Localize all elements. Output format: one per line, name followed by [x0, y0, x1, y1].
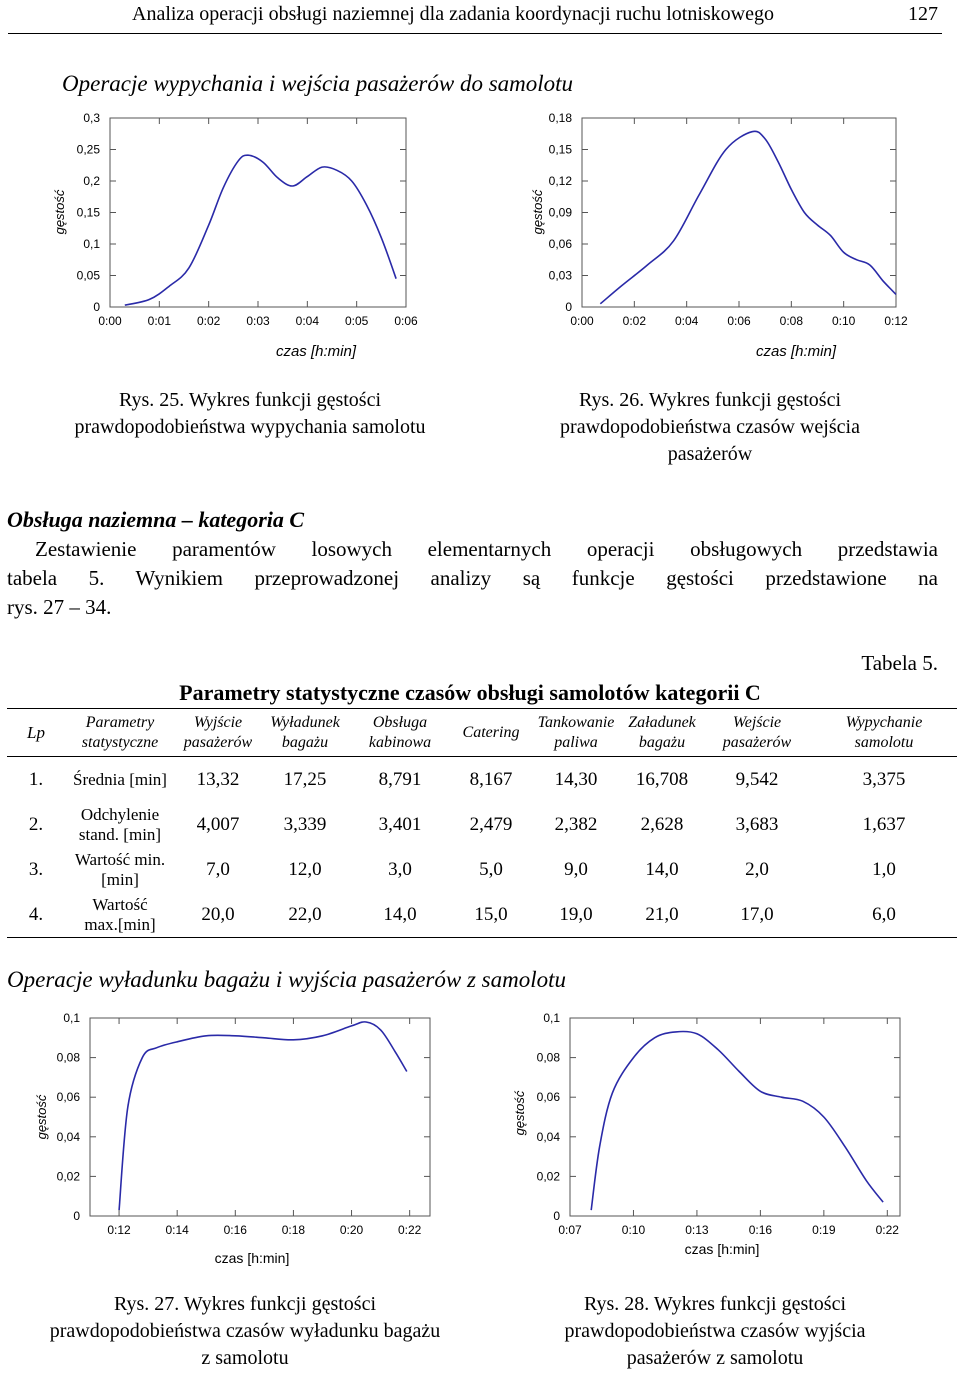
x-tick-label: 0:10 — [621, 1223, 646, 1237]
table-row — [7, 893, 957, 938]
x-tick-label: 0:06 — [727, 314, 751, 328]
caption-line: prawdopodobieństwa wypychania samolotu — [74, 416, 426, 438]
cell-value: 2,382 — [554, 814, 598, 835]
y-axis-label: gęstość — [52, 189, 67, 235]
x-tick-label: 0:18 — [281, 1223, 306, 1237]
x-tick-label: 0:01 — [147, 314, 172, 328]
caption-rys25 — [0, 387, 500, 441]
y-tick-label: 0,3 — [83, 111, 100, 125]
y-tick-label: 0,06 — [56, 1090, 80, 1105]
header-col: Catering — [462, 723, 520, 741]
header-col: Tankowanie paliwa — [537, 713, 615, 751]
cell-value: 8,791 — [378, 768, 422, 790]
plot-frame — [110, 118, 406, 307]
cell-lp: 1. — [28, 768, 44, 790]
cell-value: 2,479 — [469, 814, 513, 835]
y-tick-label: 0,08 — [536, 1050, 560, 1065]
x-tick-label: 0:12 — [884, 314, 908, 328]
cell-value: 9,0 — [564, 859, 588, 880]
x-axis-label: czas [h:min] — [684, 1241, 760, 1257]
caption-line: prawdopodobieństwa czasów wyładunku bagażu — [49, 1320, 441, 1342]
cell-value: 14,0 — [645, 859, 679, 880]
x-tick-label: 0:02 — [622, 314, 647, 328]
header-col: Załadunek bagażu — [628, 713, 696, 751]
x-tick-label: 0:20 — [339, 1223, 364, 1237]
cell-value: 1,0 — [872, 859, 896, 880]
cell-value: 20,0 — [201, 903, 235, 925]
y-tick-label: 0,18 — [548, 111, 572, 125]
cell-value: 3,401 — [378, 814, 422, 835]
cell-param: Wartość min. [min] — [74, 850, 166, 889]
cell-value: 14,30 — [554, 768, 598, 790]
x-axis-label: czas [h:min] — [275, 343, 356, 360]
cell-value: 6,0 — [872, 903, 896, 925]
table-title: Parametry statystyczne czasów obsługi samolotów kategorii C — [179, 680, 761, 705]
paragraph-line: rys. 27 – 34. — [7, 595, 112, 619]
chart-rys26 — [510, 100, 920, 370]
y-tick-label: 0 — [553, 1209, 560, 1223]
section-heading-1: Operacje wypychania i wejścia pasażerów do samolotu — [62, 71, 574, 96]
x-tick-label: 0:00 — [98, 314, 122, 328]
caption-line: Rys. 28. Wykres funkcji gęstości — [583, 1293, 847, 1315]
y-tick-label: 0,09 — [548, 205, 572, 220]
header-col: Wypychanie samolotu — [845, 713, 923, 751]
cell-value: 15,0 — [474, 903, 508, 925]
caption-line: Rys. 27. Wykres funkcji gęstości — [113, 1293, 377, 1315]
x-axis-label: czas [h:min] — [755, 343, 836, 360]
paragraph-line: tabela 5. Wynikiem przeprowadzonej analizy są funkcje gęstości przedstawione na — [7, 566, 938, 590]
cell-value: 13,32 — [196, 768, 240, 790]
density-curve — [591, 1031, 883, 1210]
header-param: Parametry statystyczne — [81, 713, 159, 751]
density-curve — [600, 131, 896, 304]
plot-frame — [90, 1018, 430, 1216]
y-tick-label: 0 — [93, 300, 100, 314]
cell-value: 21,0 — [645, 903, 679, 925]
x-tick-label: 0:07 — [558, 1223, 582, 1237]
cell-value: 8,167 — [469, 768, 513, 790]
y-axis-label: gęstość — [512, 1090, 527, 1136]
cell-param: Odchylenie stand. [min] — [78, 805, 162, 844]
cell-param: Wartość max.[min] — [84, 894, 156, 934]
y-tick-label: 0,15 — [548, 142, 572, 157]
caption-line: Rys. 25. Wykres funkcji gęstości — [118, 389, 382, 411]
cell-value: 22,0 — [288, 903, 322, 925]
cell-value: 17,25 — [283, 768, 327, 790]
x-tick-label: 0:12 — [107, 1223, 131, 1237]
body-paragraph — [7, 535, 938, 622]
cell-value: 1,637 — [862, 814, 906, 835]
page-header — [0, 0, 960, 36]
y-tick-label: 0,15 — [76, 205, 100, 220]
y-tick-label: 0,25 — [76, 142, 100, 157]
caption-rys28 — [470, 1291, 960, 1372]
x-tick-label: 0:19 — [812, 1223, 836, 1237]
table-row — [7, 848, 957, 893]
cell-value: 3,375 — [862, 768, 906, 790]
table-label: Tabela 5. — [861, 651, 938, 675]
y-tick-label: 0,06 — [548, 237, 572, 251]
y-tick-label: 0,1 — [543, 1011, 560, 1025]
density-curve — [119, 1022, 407, 1210]
x-tick-label: 0:14 — [165, 1223, 189, 1237]
y-axis-label: gęstość — [530, 189, 545, 235]
x-tick-label: 0:04 — [674, 314, 699, 328]
cell-param: Średnia [min] — [73, 769, 167, 789]
x-tick-label: 0:22 — [875, 1223, 899, 1237]
cell-value: 2,628 — [640, 814, 684, 835]
cell-value: 3,339 — [283, 814, 327, 835]
cell-value: 5,0 — [479, 859, 503, 880]
cell-value: 16,708 — [635, 768, 689, 790]
y-tick-label: 0,1 — [83, 237, 100, 251]
x-tick-label: 0:22 — [397, 1223, 422, 1237]
x-tick-label: 0:16 — [748, 1223, 773, 1237]
cell-value: 17,0 — [740, 903, 774, 925]
running-title: Analiza operacji obsługi naziemnej dla zadania koordynacji ruchu lotniskowego — [132, 3, 775, 25]
y-tick-label: 0,1 — [63, 1011, 80, 1025]
caption-rys26 — [470, 387, 950, 468]
table-row — [7, 757, 957, 803]
plot-frame — [570, 1018, 900, 1216]
section-heading-2: Operacje wyładunku bagażu i wyjścia pasażerów z samolotu — [7, 967, 566, 992]
header-col: Wejście pasażerów — [722, 713, 792, 751]
y-tick-label: 0,12 — [548, 174, 572, 188]
header-lp: Lp — [27, 722, 45, 742]
header-col: Wyładunek bagażu — [270, 713, 340, 751]
caption-line: Rys. 26. Wykres funkcji gęstości — [578, 389, 842, 411]
chart-rys28 — [500, 1000, 920, 1270]
y-axis-label: gęstość — [34, 1094, 49, 1140]
caption-line: pasażerów — [667, 443, 753, 465]
cell-value: 7,0 — [206, 859, 230, 880]
x-tick-label: 0:16 — [223, 1223, 247, 1237]
cell-lp: 2. — [28, 814, 44, 835]
y-tick-label: 0,08 — [56, 1050, 80, 1065]
table-row — [7, 803, 957, 848]
y-tick-label: 0,04 — [536, 1129, 560, 1144]
plot-area — [549, 111, 908, 328]
y-tick-label: 0 — [73, 1209, 80, 1223]
caption-line: pasażerów z samolotu — [626, 1347, 804, 1369]
cell-lp: 3. — [28, 859, 44, 880]
caption-line: prawdopodobieństwa czasów wyjścia — [564, 1320, 866, 1342]
table-header-row — [7, 709, 957, 757]
x-axis-label: czas [h:min] — [214, 1250, 290, 1266]
cell-value: 4,007 — [196, 814, 240, 835]
chart-rys27 — [20, 1000, 440, 1270]
plot-area — [77, 111, 418, 328]
cell-value: 14,0 — [383, 903, 417, 925]
x-tick-label: 0:02 — [196, 314, 221, 328]
plot-area — [537, 1011, 900, 1237]
x-tick-label: 0:00 — [570, 314, 594, 328]
cell-value: 2,0 — [745, 859, 769, 880]
header-col: Obsługa kabinowa — [368, 713, 432, 751]
data-table — [7, 708, 957, 938]
cell-lp: 4. — [28, 903, 44, 925]
y-tick-label: 0,2 — [83, 174, 100, 188]
x-tick-label: 0:03 — [246, 314, 270, 328]
cell-value: 12,0 — [288, 859, 322, 880]
x-tick-label: 0:13 — [685, 1223, 709, 1237]
paragraph-line: Zestawienie paramentów losowych elementarnych operacji obsługowych przedstawia — [35, 537, 938, 561]
x-tick-label: 0:08 — [779, 314, 804, 328]
cell-value: 3,0 — [388, 859, 412, 880]
header-rule — [8, 33, 942, 34]
x-tick-label: 0:06 — [394, 314, 418, 328]
plot-frame — [582, 118, 896, 307]
x-tick-label: 0:05 — [344, 314, 369, 328]
density-curve — [125, 155, 396, 305]
y-tick-label: 0,05 — [76, 268, 100, 283]
caption-line: z samolotu — [201, 1347, 289, 1369]
y-tick-label: 0,04 — [56, 1129, 80, 1144]
y-tick-label: 0,02 — [56, 1169, 80, 1184]
x-tick-label: 0:10 — [831, 314, 856, 328]
page-number: 127 — [908, 3, 938, 25]
y-tick-label: 0,03 — [548, 268, 572, 283]
caption-line: prawdopodobieństwa czasów wejścia — [560, 416, 860, 438]
y-tick-label: 0,06 — [536, 1090, 560, 1105]
plot-area — [57, 1011, 430, 1237]
x-tick-label: 0:04 — [295, 314, 320, 328]
cell-value: 3,683 — [735, 814, 779, 835]
y-tick-label: 0,02 — [536, 1169, 560, 1184]
cell-value: 9,542 — [735, 768, 779, 790]
chart-rys25 — [30, 100, 440, 370]
y-tick-label: 0 — [565, 300, 572, 314]
cell-value: 19,0 — [559, 903, 593, 925]
header-col: Wyjście pasażerów — [183, 713, 253, 751]
subheading: Obsługa naziemna – kategoria C — [7, 507, 305, 532]
caption-rys27 — [0, 1291, 490, 1372]
